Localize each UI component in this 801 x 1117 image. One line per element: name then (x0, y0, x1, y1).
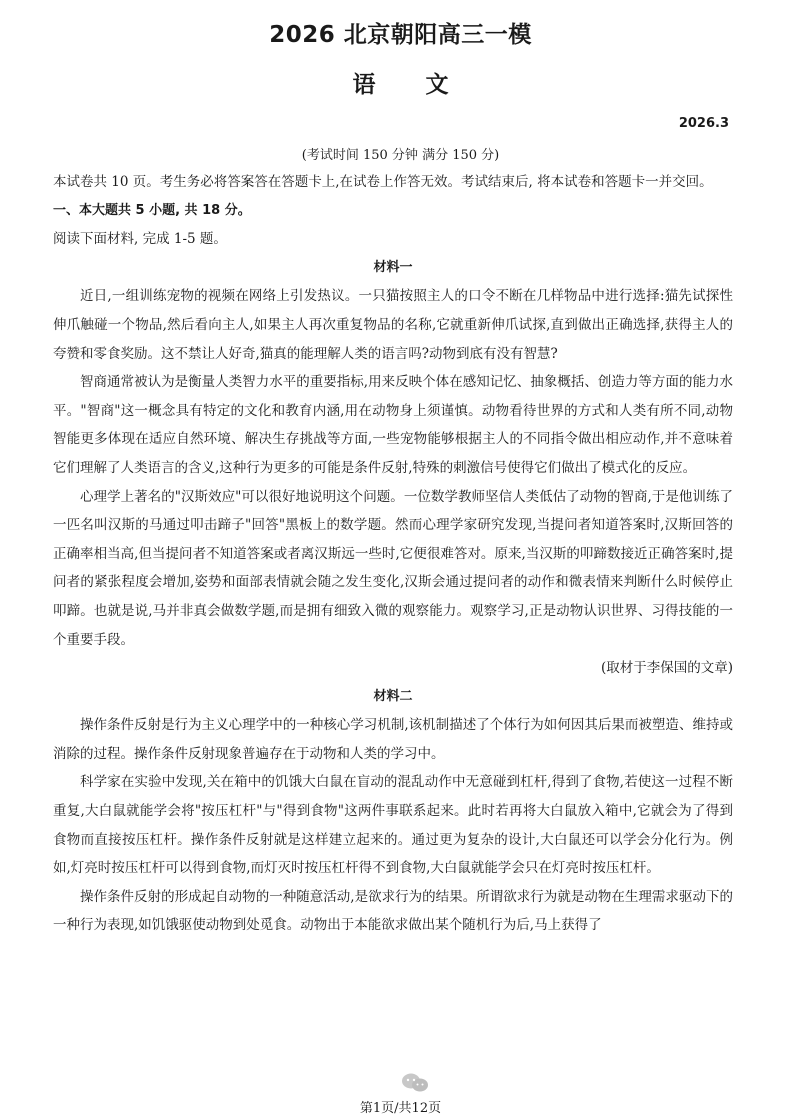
exam-body (53, 168, 733, 940)
material-one-paragraph: 智商通常被认为是衡量人类智力水平的重要指标,用来反映个体在感知记忆、抽象概括、创造力等方面的能力水平。"智商"这一概念具有特定的文化和教育内涵,用在动物身上须谨慎。动物看待世界的方式和人类有所不同,动物智能更多体现在适应自然环境、解决生存挑战等方面,一些宠物能够根据主人的不同指令做出相应动作,并不意味着它们理解了人类语言的含义,这种行为更多的可能是条件反射,特殊的刺激信号使得它们做出了模式化的反应。 (53, 374, 733, 476)
wechat-logo-icon (400, 1072, 430, 1094)
exam-title: 2026 北京朝阳高三一模 (269, 22, 532, 48)
subject-title: 语文 (352, 72, 499, 98)
section-heading: 一、本大题共 5 小题, 共 18 分。 (53, 202, 251, 218)
material-two-paragraph: 操作条件反射的形成起自动物的一种随意活动,是欲求行为的结果。所谓欲求行为就是动物在生理需求驱动下的一种行为表现,如饥饿驱使动物到处觅食。动物出于本能欲求做出某个随机行为后,马上获得了 (53, 888, 733, 934)
section-prompt: 阅读下面材料, 完成 1-5 题。 (53, 231, 227, 248)
material-two-paragraph: 操作条件反射是行为主义心理学中的一种核心学习机制,该机制描述了个体行为如何因其后果而被塑造、维持或消除的过程。操作条件反射现象普遍存在于动物和人类的学习中。 (53, 717, 733, 762)
material-one-source: (取材于李保国的文章) (600, 660, 733, 677)
material-two-paragraph: 科学家在实验中发现,关在箱中的饥饿大白鼠在盲动的混乱动作中无意碰到杠杆,得到了食物,若使这一过程不断重复,大白鼠就能学会将"按压杠杆"与"得到食物"这两件事联系起来。此时若再将大白鼠放入箱中,它就会为了得到食物而直接按压杠杆。操作条件反射就是这样建立起来的。通过更为复杂的设计,大白鼠还可以学会分化行为。例如,灯亮时按压杠杆可以得到食物,而灯灭时按压杠杆得不到食物,大白鼠就能学会只在灯亮时按压杠杆。 (53, 774, 733, 877)
material-one-paragraph: 心理学上著名的"汉斯效应"可以很好地说明这个问题。一位数学教师坚信人类低估了动物的智商,于是他训练了一匹名叫汉斯的马通过叩击蹄子"回答"黑板上的数学题。然而心理学家研究发现,当提问者知道答案时,汉斯回答的正确率相当高,但当提问者不知道答案或者离汉斯远一些时,它便很难答对。原来,当汉斯的叩蹄数接近正确答案时,提问者的紧张程度会增加,姿势和面部表情就会随之发生变化,汉斯会通过提问者的动作和微表情来判断什么时候停止叩蹄。也就是说,马并非真会做数学题,而是拥有细致入微的观察能力。观察学习,正是动物认识世界、习得技能的一个重要手段。 (53, 488, 733, 648)
exam-date: 2026.3 (678, 116, 729, 131)
page-footer: 第1页/共12页 (359, 1101, 442, 1116)
exam-info: (考试时间 150 分钟 满分 150 分) (301, 148, 500, 163)
instructions-text: 本试卷共 10 页。考生务必将答案答在答题卡上,在试卷上作答无效。考试结束后, 将本试卷和答题卡一并交回。 (53, 174, 713, 190)
material-one-paragraph: 近日,一组训练宠物的视频在网络上引发热议。一只猫按照主人的口令不断在几样物品中进行选择:猫先试探性伸爪触碰一个物品,然后看向主人,如果主人再次重复物品的名称,它就重新伸爪试探,直到做出正确选择,获得主人的夸赞和零食奖励。这不禁让人好奇,猫真的能理解人类的语言吗?动物到底有没有智慧? (53, 288, 733, 362)
material-one-title: 材料一 (373, 259, 413, 275)
material-two-title: 材料二 (373, 688, 413, 704)
